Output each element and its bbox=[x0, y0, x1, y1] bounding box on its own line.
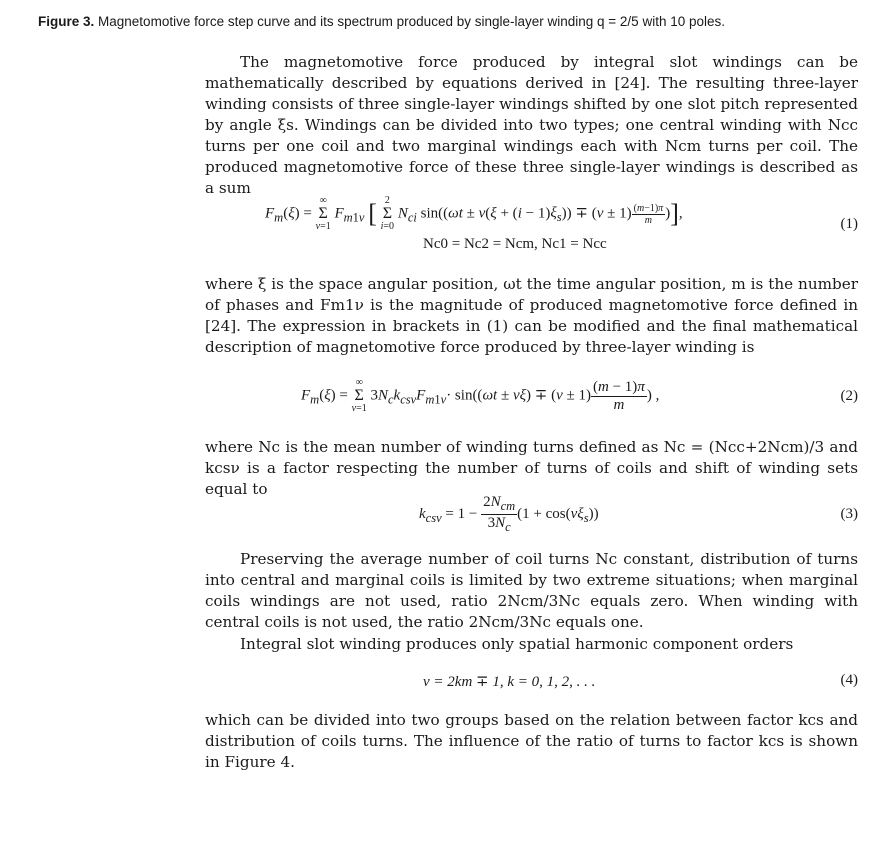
equation-2-body: $F_m(\xi)$ = ∞ Σ ν=1 $3N_ck_{cs\nu}F_{m1\nu}\cdot \sin((\omega t \pm \nu\xi) \mp (\nu \pm 1)$ $\frac{(m - 1)\pi}{m}$ ) , bbox=[301, 377, 660, 414]
equation-4-body: ν = 2km ∓ 1, k = 0, 1, 2, . . . bbox=[423, 674, 596, 690]
equation-2-number: (2) bbox=[840, 388, 858, 404]
equation-3 bbox=[205, 494, 858, 538]
equation-1-number: (1) bbox=[840, 216, 858, 232]
paragraph-2: where ξ is the space angular position, ωt the time angular position, m is the number of phases and Fm1ν is the magnitude of produced magnetomotive force defined in [24]. The expression in brackets in (1) can be modified and the final mathematical description of magnetomotive force produced by three-layer winding is bbox=[205, 275, 858, 356]
paragraph-5: Integral slot winding produces only spatial harmonic component orders bbox=[240, 635, 794, 653]
figure-caption bbox=[38, 12, 868, 32]
equation-3-number: (3) bbox=[840, 506, 858, 522]
equation-1 bbox=[205, 196, 858, 266]
equation-2 bbox=[205, 374, 858, 424]
equation-4 bbox=[205, 672, 858, 698]
paragraph-1: The magnetomotive force produced by integral slot windings can be mathematically described by equations derived in [24]. The resulting three-layer winding consists of three single-layer windings shifted by one slot pitch represented by angle ξs. Windings can be divided into two types; one central winding with Ncc turns per one coil and two marginal windings each with Ncm turns per coil. The produced magnetomotive force of these three single-layer windings is described as a sum bbox=[205, 53, 858, 197]
paragraph-3: where Nc is the mean number of winding turns defined as Nc = (Ncc+2Ncm)/3 and kcsν is a factor respecting the number of turns of coils and shift of winding sets equal to bbox=[205, 438, 858, 498]
figure-label: Figure 3. bbox=[38, 14, 95, 29]
paragraph-6: which can be divided into two groups based on the relation between factor kcs and distribution of coils turns. The influence of the ratio of turns to factor kcs is shown in Figure 4. bbox=[205, 711, 858, 771]
equation-3-body: $k_{cs\nu} = 1$ − $\frac{2N_{cm}}{3N_c}$ $(1 + \cos(\nu\xi_s))$ bbox=[419, 494, 599, 534]
figure-caption-text: Magnetomotive force step curve and its spectrum produced by single-layer winding q = 2/5 with 10 poles. bbox=[98, 14, 725, 29]
equation-1-line2: Nc0 = Nc2 = Ncm, Nc1 = Ncc bbox=[423, 236, 607, 252]
paragraph-4: Preserving the average number of coil turns Nc constant, distribution of turns into central and marginal coils is limited by two extreme situations; when marginal coils windings are not used, ratio 2Ncm/3Nc equals zero. When winding with central coils is not used, the ratio 2Ncm/3Nc equals one. bbox=[205, 550, 858, 631]
equation-1-line1: $F_m(\xi)$ = ∞ Σ ν=1 $F_{m1\nu}$ [ 2 Σ i=0 $N_{ci}$ $\sin((\omega t \pm \nu(\xi + (i - 1)\xi_s)) \mp (\nu \pm 1)$ $\frac{(m-1)\pi}{m}$ )], bbox=[265, 195, 683, 232]
equation-4-number: (4) bbox=[840, 672, 858, 688]
